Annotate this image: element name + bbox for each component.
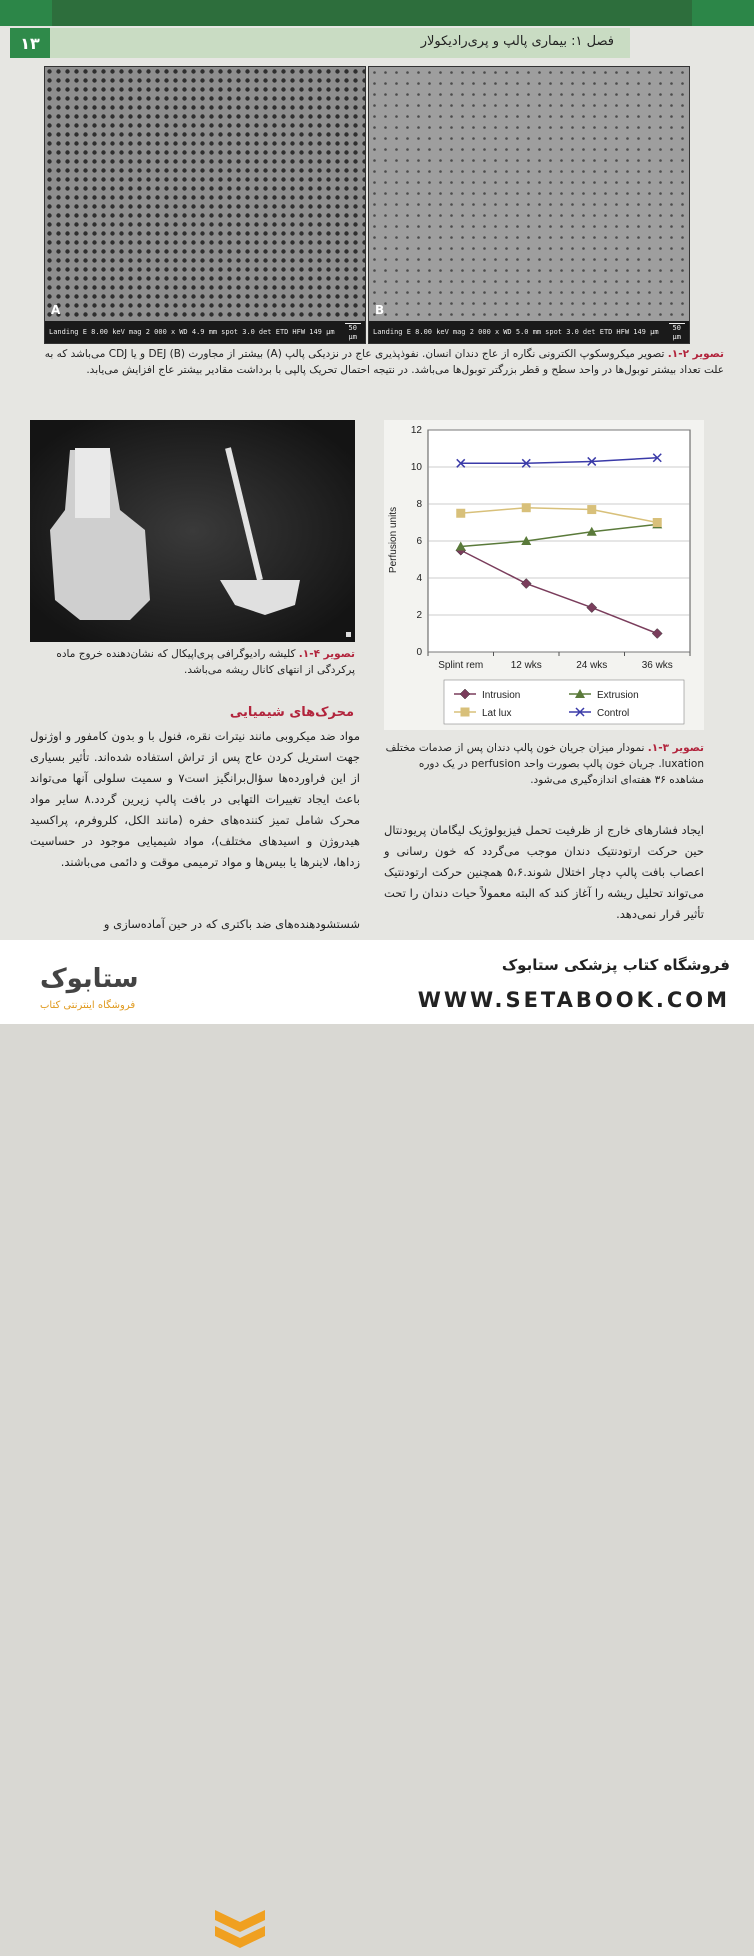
store-url[interactable]: WWW.SETABOOK.COM	[417, 988, 730, 1012]
legend-box	[444, 680, 684, 724]
sem-meta: WD 4.9 mm	[179, 327, 218, 336]
sem-meta: mag 2 000 x	[128, 327, 176, 336]
page-number: ۱۳	[10, 28, 50, 58]
store-logo-text: ستابوک	[40, 964, 139, 994]
sem-meta: HFW 149 µm	[292, 327, 335, 336]
sem-image-b	[368, 66, 690, 344]
chapter-title: فصل ۱: بیماری پالپ و پری‌رادیکولار	[420, 34, 614, 49]
x-tick-label: 36 wks	[641, 660, 673, 671]
sem-scale: 50 µm	[669, 323, 685, 342]
caption-text: نمودار میزان جریان خون پالپ دندان پس از صدمات مختلف luxation. جریان خون پالپ بصورت واحد perfusion در یک دوره مشاهده ۳۶ هفته‌ای اندازه‌گیری می‌شود.	[385, 742, 704, 786]
store-logo-subtitle: فروشگاه اینترنتی کتاب	[40, 1000, 136, 1011]
sem-meta: Landing E 8.00 keV	[373, 327, 449, 336]
x-tick-label: 12 wks	[510, 660, 542, 671]
legend-label: Extrusion	[597, 690, 639, 701]
y-tick-label: 10	[410, 462, 422, 473]
figure-3-caption	[384, 740, 704, 788]
perfusion-chart	[384, 420, 704, 730]
top-band-inner	[52, 0, 692, 26]
data-point	[456, 509, 465, 518]
data-point	[587, 505, 596, 514]
sem-meta: spot 3.0	[221, 327, 255, 336]
data-point	[461, 708, 470, 717]
caption-text: کلیشه رادیوگرافی پری‌اپیکال که نشان‌دهنده خروج ماده پرکردگی از انتهای کانال ریشه می‌باشد.	[56, 648, 355, 676]
sem-meta: det ETD	[582, 327, 613, 336]
y-axis-label: Perfusion units	[388, 506, 399, 574]
caption-label: تصویر ۴-۱.	[298, 648, 355, 660]
sem-info-bar-b	[369, 321, 689, 343]
sem-info-bar-a	[45, 321, 365, 343]
book-page	[0, 0, 754, 940]
figure-4-caption	[30, 646, 355, 678]
y-tick-label: 12	[410, 425, 422, 436]
radiograph-drawing	[30, 420, 355, 642]
x-tick-label: Splint rem	[438, 660, 484, 671]
caption-label: تصویر ۲-۱.	[667, 348, 724, 360]
caption-label: تصویر ۳-۱.	[647, 742, 704, 754]
y-tick-label: 0	[416, 647, 422, 658]
legend-label: Lat lux	[482, 708, 512, 719]
radiograph-image	[30, 420, 355, 642]
sem-texture-a	[45, 67, 365, 343]
sem-image-a	[44, 66, 366, 344]
data-point	[653, 518, 662, 527]
sem-meta: HFW 149 µm	[616, 327, 659, 336]
sem-meta: spot 3.0	[545, 327, 579, 336]
paragraph-right-1: ایجاد فشارهای خارج از ظرفیت تحمل فیزیولوژیک لیگامان پریودنتال حین حرکت ارتودنتیک دندان موجب می‌گردد که خون رسانی و اعصاب بافت پالپ دچار اختلال شوند.۵،۶ همچنین حرکت ارتودنتیک می‌تواند تحلیل ریشه را آغاز کند که البته معمولاً حیات دندان را تحت تأثیر قرار نمی‌دهد.	[384, 823, 704, 921]
sem-texture-b	[369, 67, 689, 343]
caption-text: تصویر میکروسکوپ الکترونی نگاره از عاج دندان انسان. نفوذپذیری عاج در نزدیکی پالپ (A) بیشتر از مجاورت DEJ (B) و یا CDJ می‌باشد که به علت تعداد بیشتر توبول‌ها در واحد سطح و قطر بزرگتر توبول‌ها می‌باشد. در نتیجه احتمال تحریک پالپی با برداشت مقادیر بیشتر عاج افزایش می‌یابد.	[44, 348, 724, 376]
chart-svg	[384, 420, 704, 730]
store-name: فروشگاه کتاب پزشکی ستابوک	[501, 956, 730, 974]
x-tick-label: 24 wks	[576, 660, 608, 671]
store-logo-icon	[210, 1900, 270, 1956]
legend-label: Intrusion	[482, 690, 521, 701]
section-heading: محرک‌های شیمیایی	[229, 705, 354, 720]
sem-meta: det ETD	[258, 327, 289, 336]
paragraph-left-1: مواد ضد میکروبی مانند نیترات نقره، فنول با و بدون کامفور و اوژنول جهت استریل کردن عاج پس از تراش استفاده شده‌اند. تأثیر بسیاری از این فراورده‌ها سؤال‌برانگیز است۷ و سمیت سلولی آنها می‌تواند باعث ایجاد تغییرات التهابی در بافت پالپ زیرین گردد.۸ سایر مواد محرک شامل تمیز کننده‌های حفره (مانند الکل، کلروفرم، پراکسید هیدروژن و اسیدهای مختلف)، مواد شیمیایی موجود در حساسیت زداها، لاینرها یا بیس‌ها و مواد ترمیمی موقت و دائمی می‌باشند.	[30, 729, 360, 869]
y-tick-label: 2	[416, 610, 422, 621]
y-tick-label: 6	[416, 536, 422, 547]
sem-letter-b: B	[375, 303, 385, 317]
figure-2-caption	[34, 346, 724, 378]
y-tick-label: 8	[416, 499, 422, 510]
sem-meta: WD 5.0 mm	[503, 327, 542, 336]
legend-label: Control	[597, 708, 630, 719]
data-point	[522, 503, 531, 512]
paragraph-left-2: شستشودهنده‌های ضد باکتری که در حین آماده‌سازی و	[103, 917, 360, 931]
sem-letter-a: A	[51, 303, 61, 317]
sem-meta: mag 2 000 x	[452, 327, 500, 336]
y-tick-label: 4	[416, 573, 422, 584]
sem-scale: 50 µm	[345, 323, 361, 342]
sem-meta: Landing E 8.00 keV	[49, 327, 125, 336]
